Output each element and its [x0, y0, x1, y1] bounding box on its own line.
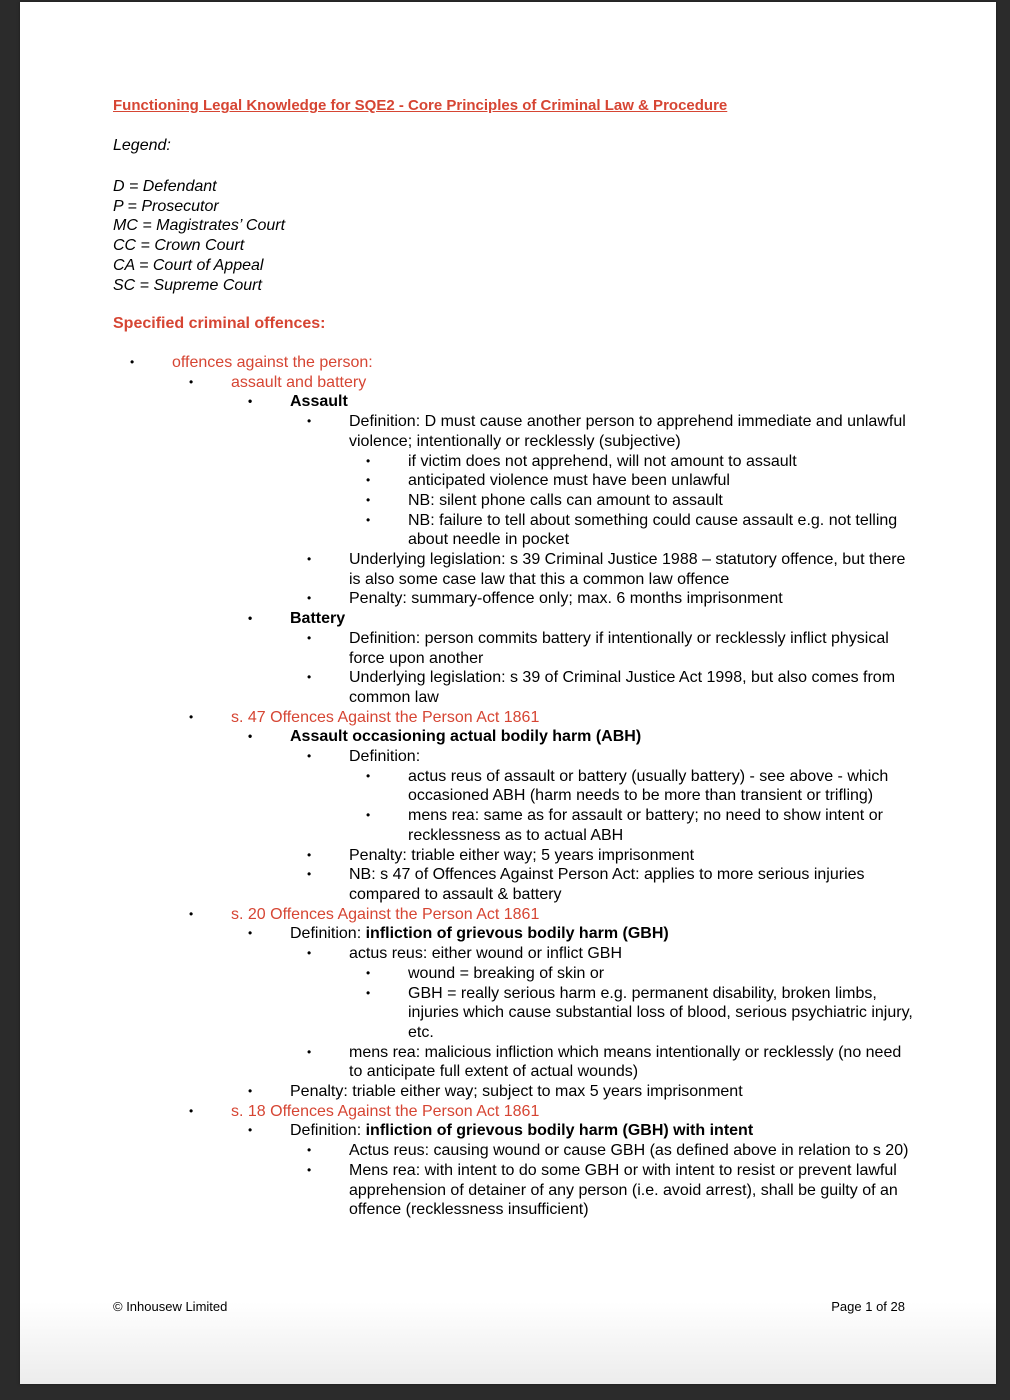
bullet-icon: •	[189, 709, 194, 724]
outline-item-s47: • s. 47 Offences Against the Person Act 1861	[189, 708, 540, 726]
bullet-icon: •	[248, 1084, 253, 1099]
assault-point: • NB: silent phone calls can amount to assault	[366, 491, 723, 509]
gbh-intent-actus-reus: • Actus reus: causing wound or cause GBH (as defined above in relation to s 20)	[307, 1142, 909, 1160]
abh-penalty: • Penalty: triable either way; 5 years imprisonment	[307, 846, 695, 864]
bullet-icon: •	[248, 394, 253, 409]
bullet-icon: •	[366, 768, 371, 783]
bullet-icon: •	[307, 552, 312, 567]
abh-note: • NB: s 47 of Offences Against Person Act: applies to more serious injuries compared to assault & battery	[307, 866, 865, 903]
bullet-icon: •	[248, 1123, 253, 1138]
legend-item: CA = Court of Appeal	[113, 256, 264, 274]
assault-definition: • Definition: D must cause another person to apprehend immediate and unlawful violence; intentionally or recklessly (subjective)	[307, 413, 906, 450]
assault-point: • if victim does not apprehend, will not amount to assault	[366, 452, 797, 470]
bullet-icon: •	[248, 611, 253, 626]
battery-legislation: • Underlying legislation: s 39 of Criminal Justice Act 1998, but also comes from common law	[307, 669, 896, 706]
bullet-icon: •	[307, 630, 312, 645]
bullet-icon: •	[307, 414, 312, 429]
footer-page-number: Page 1 of 28	[831, 1299, 905, 1314]
bullet-icon: •	[248, 926, 253, 941]
outline-item-s20: • s. 20 Offences Against the Person Act 1861	[189, 905, 540, 923]
gbh-intent-definition: • Definition: infliction of grievous bodily harm (GBH) with intent	[248, 1122, 754, 1140]
bullet-icon: •	[307, 1143, 312, 1158]
bullet-icon: •	[307, 1044, 312, 1059]
outline-item-assault-and-battery: • assault and battery	[189, 373, 367, 391]
legend-list	[113, 177, 285, 295]
bullet-icon: •	[307, 946, 312, 961]
bullet-icon: •	[248, 729, 253, 744]
offences-outline	[20, 353, 996, 1220]
bullet-icon: •	[130, 355, 135, 369]
bullet-icon: •	[189, 374, 194, 389]
document-title: Functioning Legal Knowledge for SQE2 - Core Principles of Criminal Law & Procedure	[113, 97, 728, 114]
assault-point: • NB: failure to tell about something could cause assault e.g. not telling about needle in pocket	[366, 511, 898, 549]
bullet-icon: •	[366, 453, 371, 468]
abh-point: • actus reus of assault or battery (usually battery) - see above - which occasioned ABH (harm needs to be more than transient or trifling)	[366, 767, 889, 805]
bullet-icon: •	[307, 1162, 312, 1177]
gbh-intent-mens-rea: • Mens rea: with intent to do some GBH or with intent to resist or prevent lawful apprehension of detainer of any person (i.e. avoid arrest), shall be guilty of an offence (recklessness insufficient)	[307, 1161, 898, 1219]
document-page	[20, 2, 996, 1384]
legend-item: SC = Supreme Court	[113, 276, 262, 294]
bullet-icon: •	[366, 473, 371, 488]
legend-item: CC = Crown Court	[113, 237, 245, 255]
bullet-icon: •	[189, 906, 194, 921]
outline-item-assault: • Assault	[248, 393, 348, 411]
gbh-point: • wound = breaking of skin or	[366, 964, 605, 982]
bullet-icon: •	[307, 749, 312, 764]
assault-point: • anticipated violence must have been unlawful	[366, 472, 730, 490]
footer-copyright: © Inhousew Limited	[113, 1299, 228, 1314]
bullet-icon: •	[307, 591, 312, 606]
outline-item-abh: • Assault occasioning actual bodily harm (ABH)	[248, 728, 642, 746]
gbh-definition: • Definition: infliction of grievous bodily harm (GBH)	[248, 925, 669, 943]
battery-definition: • Definition: person commits battery if intentionally or recklessly inflict physical force upon another	[307, 629, 889, 667]
gbh-point: • GBH = really serious harm e.g. permanent disability, broken limbs, injuries which cause substantial loss of blood, serious psychiatric injury, etc.	[366, 984, 913, 1041]
outline-item-offences-against-person: • offences against the person:	[130, 354, 373, 371]
assault-legislation: • Underlying legislation: s 39 Criminal Justice 1988 – statutory offence, but there is also some case law that this a common law offence	[307, 551, 906, 588]
gbh-penalty: • Penalty: triable either way; subject to max 5 years imprisonment	[248, 1083, 743, 1101]
bullet-icon: •	[366, 985, 371, 1000]
bullet-icon: •	[307, 867, 312, 882]
outline-item-battery: • Battery	[248, 610, 346, 628]
abh-definition: • Definition:	[307, 748, 421, 766]
legend-item: D = Defendant	[113, 178, 217, 195]
legend-heading: Legend:	[113, 137, 171, 154]
gbh-actus-reus: • actus reus: either wound or inflict GBH	[307, 945, 623, 963]
bullet-icon: •	[366, 492, 371, 507]
bullet-icon: •	[307, 670, 312, 685]
bullet-icon: •	[307, 847, 312, 862]
assault-penalty: • Penalty: summary-offence only; max. 6 months imprisonment	[307, 590, 783, 608]
bullet-icon: •	[366, 512, 371, 527]
gbh-mens-rea: • mens rea: malicious infliction which means intentionally or recklessly (no need to anticipate full extent of actual wounds)	[307, 1043, 902, 1081]
bullet-icon: •	[366, 808, 371, 823]
section-title: Specified criminal offences:	[113, 315, 326, 332]
bullet-icon: •	[189, 1103, 194, 1118]
legend-item: MC = Magistrates’ Court	[113, 217, 286, 235]
legend-item: P = Prosecutor	[113, 197, 219, 215]
abh-point: • mens rea: same as for assault or battery; no need to show intent or recklessness as to actual ABH	[366, 807, 883, 844]
outline-item-s18: • s. 18 Offences Against the Person Act 1861	[189, 1102, 540, 1120]
bullet-icon: •	[366, 965, 371, 980]
